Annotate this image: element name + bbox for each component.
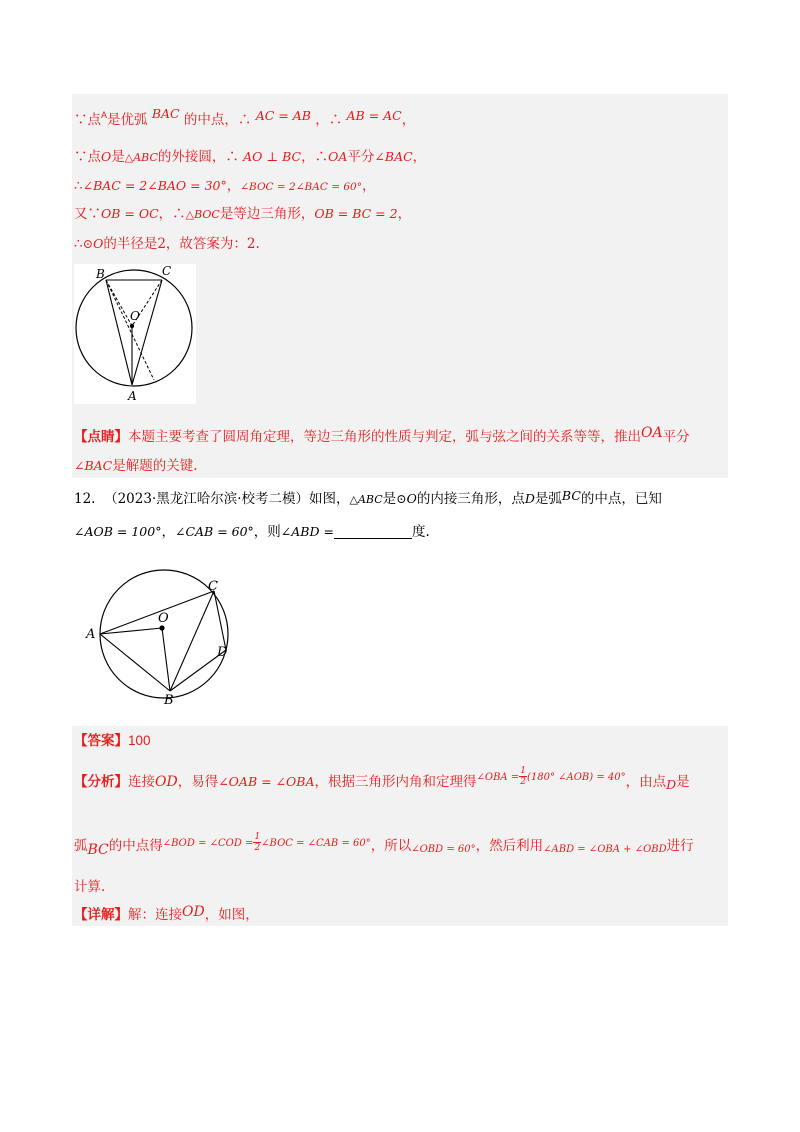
- solution-line-5: ∴⊙O的半径是2，故答案为：2.: [74, 236, 260, 252]
- label-O: O: [158, 611, 169, 626]
- answer-blank: [334, 524, 412, 539]
- label-D: D: [217, 645, 228, 660]
- label-A: A: [128, 389, 137, 403]
- label-C: C: [208, 579, 218, 594]
- question-12-line-2: ∠AOB = 100°，∠CAB = 60°，则∠ABD = 度.: [74, 524, 430, 540]
- label-A: A: [86, 627, 96, 642]
- question-12-line-1: 12. （2023·黑龙江哈尔滨·校考二模）如图，△ABC是⊙O的内接三角形，点D是弧BC的中点，已知: [74, 488, 662, 507]
- answer-block: [72, 726, 728, 926]
- answer-line: 【答案】100: [74, 733, 151, 749]
- analysis-line-3: 计算.: [74, 879, 106, 895]
- solution-line-3: ∴∠BAC = 2∠BAO = 30°，∠BOC = 2∠BAC = 60°，: [74, 178, 376, 194]
- detail-line: 【详解】解：连接OD，如图，: [74, 904, 259, 923]
- label-C: C: [162, 264, 172, 278]
- label-B: B: [96, 267, 105, 281]
- circle-diagram-2: [82, 566, 242, 710]
- comment-line-1: 【点睛】本题主要考查了圆周角定理，等边三角形的性质与判定，弧与弦之间的关系等等，推出OA平分: [74, 425, 690, 445]
- figure-circle-1: [74, 264, 196, 404]
- figure-circle-2: [82, 566, 242, 710]
- solution-line-1: ∵点$^A$是优弧 BAC 的中点，∴ AC = AB ，∴ AB = AC，: [74, 106, 416, 128]
- solution-line-2: ∵点O是△ABC的外接圆，∴ AO ⊥ BC，∴OA平分∠BAC，: [74, 149, 427, 165]
- solution-line-4: 又∵OB = OC，∴△BOC是等边三角形，OB = BC = 2，: [74, 206, 412, 222]
- analysis-line-1: 【分析】连接OD，易得∠OAB = ∠OBA，根据三角形内角和定理得$^{\angle OBA =}$ $\frac{1}{2}$ $^{(180^\circ \angle AOB) = 40^\circ}$，由点D是: [74, 766, 690, 792]
- comment-line-2: ∠BAC是解题的关键.: [74, 458, 198, 474]
- analysis-line-2: 弧BC的中点得$^{\angle BOD = \angle COD =}$ $\frac{1}{2}$ $^{\angle BOC = \angle CAB = 60^\circ}$，所以∠OBD = 60°，然后利用∠ABD = ∠OBA + ∠OBD进行: [74, 832, 694, 858]
- label-O: O: [130, 309, 140, 323]
- label-B: B: [164, 693, 174, 708]
- circle-diagram-1: [74, 264, 196, 404]
